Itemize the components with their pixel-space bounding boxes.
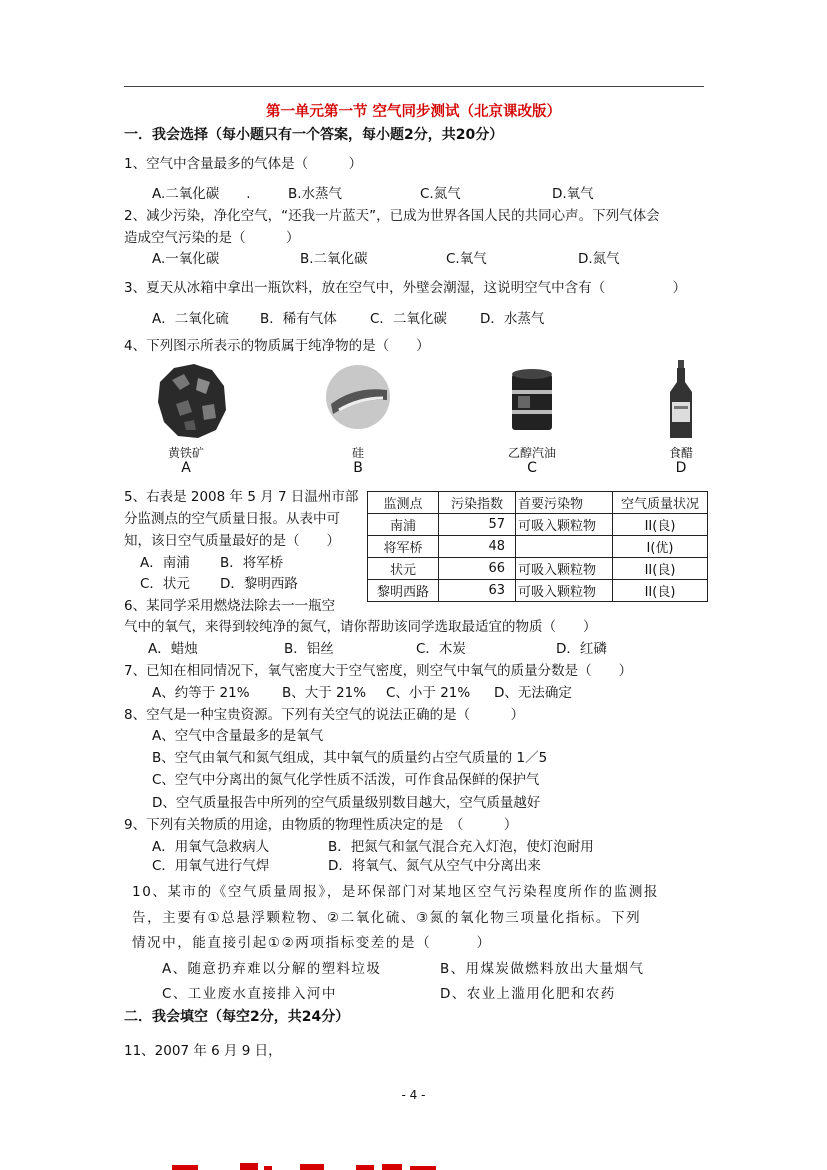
table-cell: 可吸入颗粒物 — [516, 514, 613, 536]
q6-option-c: C．木炭 — [416, 641, 466, 657]
q5-stem-line1: 5、右表是 2008 年 5 月 7 日温州市部 — [124, 489, 359, 505]
table-header: 空气质量状况 — [613, 492, 708, 514]
pyrite-icon — [154, 360, 230, 444]
q7-option-a: A、约等于 21% — [152, 685, 250, 701]
q4-label-a: 黄铁矿 — [167, 446, 204, 460]
q3-option-a: A．二氧化硫 — [152, 311, 229, 327]
q1-stem: 1、空气中含量最多的气体是（ ） — [124, 156, 363, 172]
table-cell: 可吸入颗粒物 — [516, 558, 613, 580]
q4-label-b: 硅 — [351, 446, 364, 460]
q4-letter-c: C — [527, 460, 537, 476]
q10-option-c: C、工业废水直接排入河中 — [162, 986, 337, 1002]
q7-option-d: D、无法确定 — [494, 685, 572, 701]
cut-off-red-text — [160, 1155, 450, 1170]
q2-stem-line1: 2、减少污染，净化空气，“还我一片蓝天”，已成为世界各国人民的共同心声。下列气体会 — [124, 208, 660, 224]
q5-option-a: A．南浦 — [140, 555, 190, 571]
vinegar-bottle-icon — [668, 360, 694, 444]
table-cell: 63 — [439, 580, 516, 602]
q5-stem-line3: 知，该日空气质量最好的是（ ） — [124, 533, 340, 549]
q4-stem: 4、下列图示所表示的物质属于纯净物的是（ ） — [124, 338, 430, 354]
air-quality-table — [367, 491, 708, 602]
table-cell: II(良) — [613, 580, 708, 602]
table-cell: 可吸入颗粒物 — [516, 580, 613, 602]
section2-heading: 二．我会填空（每空2分，共24分） — [124, 1009, 350, 1025]
q6-option-a: A．蜡烛 — [148, 641, 198, 657]
table-header-row — [368, 492, 708, 514]
q5-option-d: D．黎明西路 — [220, 576, 298, 592]
q3-option-b: B．稀有气体 — [260, 311, 337, 327]
table-row — [368, 580, 708, 602]
q10-stem-line2: 告，主要有①总悬浮颗粒物、②二氧化硫、③氮的氧化物三项量化指标。下列 — [132, 910, 642, 926]
q2-option-a: A.一氧化碳 — [152, 251, 220, 267]
table-cell: 南浦 — [368, 514, 439, 536]
silicon-icon — [325, 364, 391, 434]
q1-option-d: D.氧气 — [552, 186, 594, 202]
q8-option-a: A、空气中含量最多的是氧气 — [152, 728, 324, 744]
table-cell: 57 — [439, 514, 516, 536]
q11-stem: 11、2007 年 6 月 9 日， — [124, 1043, 282, 1059]
q4-letter-a: A — [181, 460, 191, 476]
q4-label-d: 食醋 — [668, 446, 693, 460]
q1-option-b: B.水蒸气 — [288, 186, 343, 202]
q6-option-d: D．红磷 — [556, 641, 607, 657]
header-rule — [124, 86, 704, 87]
oil-barrel-icon — [510, 368, 554, 438]
q2-option-b: B.二氧化碳 — [300, 251, 368, 267]
table-cell: II(良) — [613, 558, 708, 580]
q2-stem-line2: 造成空气污染的是（ ） — [124, 230, 300, 246]
table-row — [368, 514, 708, 536]
q3-option-d: D．水蒸气 — [480, 311, 545, 327]
q7-option-b: B、大于 21% — [282, 685, 367, 701]
q8-option-b: B、空气由氧气和氮气组成，其中氧气的质量约占空气质量的 1／5 — [152, 750, 548, 766]
q1-option-a: A.二氧化碳 . — [152, 186, 251, 202]
table-cell: 66 — [439, 558, 516, 580]
q4-letter-b: B — [353, 460, 363, 476]
table-cell: 将军桥 — [368, 536, 439, 558]
q10-stem-line1: 10、某市的《空气质量周报》，是环保部门对某地区空气污染程度所作的监测报 — [132, 884, 660, 900]
table-header: 污染指数 — [439, 492, 516, 514]
q6-option-b: B．铝丝 — [284, 641, 334, 657]
q8-stem: 8、空气是一种宝贵资源。下列有关空气的说法正确的是（ ） — [124, 707, 525, 723]
table-cell: I(优) — [613, 536, 708, 558]
q2-option-c: C.氧气 — [446, 251, 487, 267]
q3-option-c: C．二氧化碳 — [370, 311, 447, 327]
q5-stem-line2: 分监测点的空气质量日报。从表中可 — [124, 511, 340, 527]
q6-stem-line1: 6、某同学采用燃烧法除去一一瓶空 — [124, 598, 336, 614]
q6-stem-line2: 气中的氧气，来得到较纯净的氮气，请你帮助该同学选取最适宜的物质（ ） — [124, 619, 597, 635]
q1-option-c: C.氮气 — [420, 186, 461, 202]
table-cell: 状元 — [368, 558, 439, 580]
table-cell — [516, 536, 613, 558]
q3-stem: 3、夏天从冰箱中拿出一瓶饮料，放在空气中，外壁会潮湿，这说明空气中含有（ ） — [124, 280, 687, 296]
q9-stem: 9、下列有关物质的用途，由物质的物理性质决定的是 （ ） — [124, 817, 518, 833]
q7-option-c: C、小于 21% — [386, 685, 471, 701]
table-header: 首要污染物 — [516, 492, 613, 514]
q2-option-d: D.氮气 — [578, 251, 620, 267]
table-cell: 黎明西路 — [368, 580, 439, 602]
q9-option-c: C．用氧气进行气焊 — [152, 858, 270, 874]
q5-option-b: B．将军桥 — [220, 555, 284, 571]
q5-option-c: C．状元 — [140, 576, 190, 592]
q9-option-d: D．将氧气、氮气从空气中分离出来 — [328, 858, 541, 874]
section1-heading: 一．我会选择（每小题只有一个答案，每小题2分，共20分） — [124, 127, 504, 143]
table-cell: II(良) — [613, 514, 708, 536]
q10-option-d: D、农业上滥用化肥和农药 — [440, 986, 616, 1002]
q8-option-c: C、空气中分离出的氮气化学性质不活泼，可作食品保鲜的保护气 — [152, 772, 540, 788]
table-cell: 48 — [439, 536, 516, 558]
page-title: 第一单元第一节 空气同步测试（北京课改版） — [265, 103, 562, 120]
page-number: - 4 - — [401, 1088, 426, 1102]
table-row — [368, 558, 708, 580]
q8-option-d: D、空气质量报告中所列的空气质量级别数目越大，空气质量越好 — [152, 795, 541, 811]
q7-stem: 7、已知在相同情况下，氧气密度大于空气密度，则空气中氧气的质量分数是（ ） — [124, 663, 633, 679]
q9-option-b: B．把氮气和氩气混合充入灯泡，使灯泡耐用 — [328, 839, 594, 855]
q4-label-c: 乙醇汽油 — [507, 446, 556, 460]
q4-letter-d: D — [675, 460, 687, 476]
q10-stem-line3: 情况中，能直接引起①②两项指标变差的是（ ） — [132, 935, 492, 951]
table-row — [368, 536, 708, 558]
q10-option-b: B、用煤炭做燃料放出大量烟气 — [440, 961, 645, 977]
q10-option-a: A、随意扔弃难以分解的塑料垃圾 — [162, 961, 382, 977]
q9-option-a: A．用氧气急救病人 — [152, 839, 270, 855]
table-header: 监测点 — [368, 492, 439, 514]
